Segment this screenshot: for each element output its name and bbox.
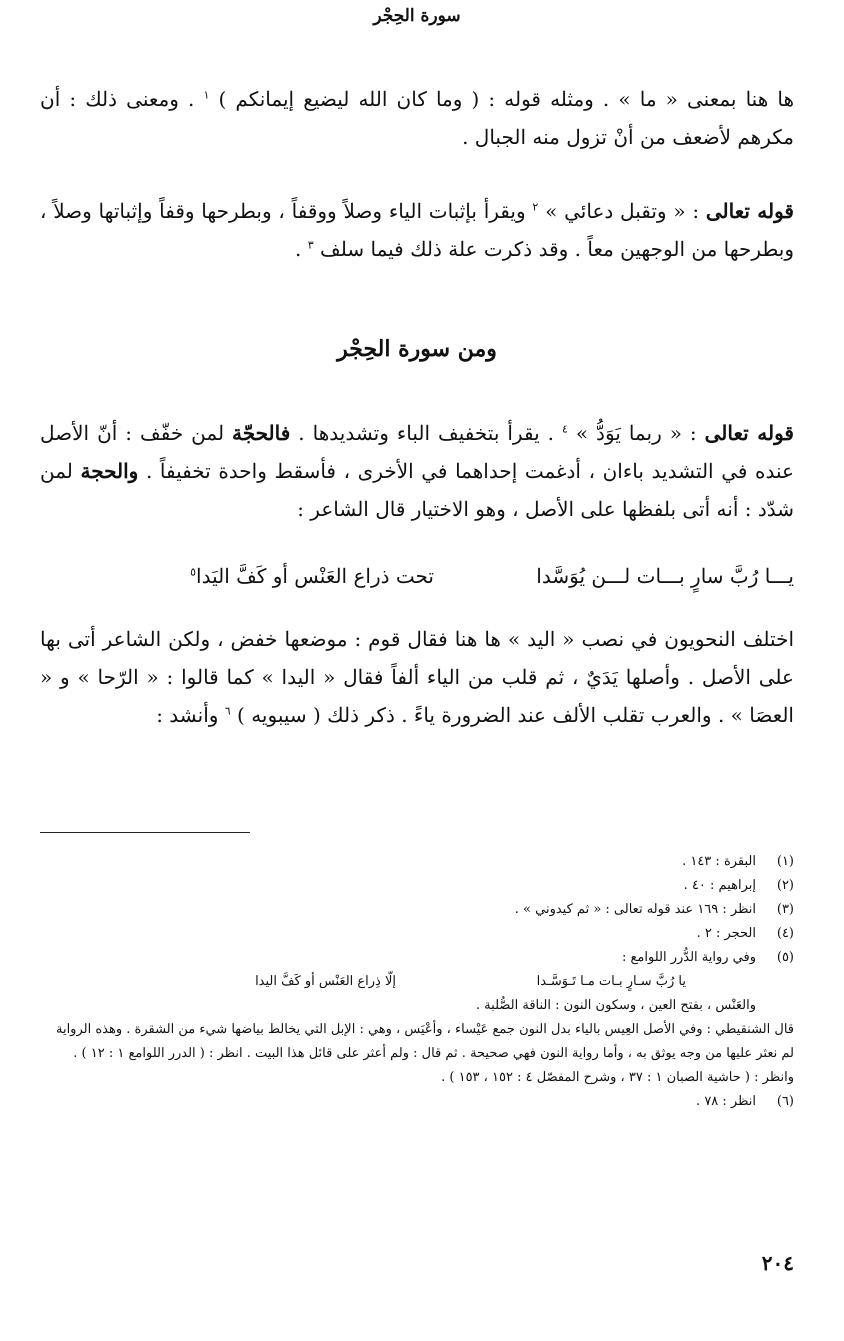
paragraph-2-end: . bbox=[295, 237, 308, 261]
section-title: ومن سورة الحِجْر bbox=[337, 336, 497, 362]
footnote-number: (٤) bbox=[776, 926, 794, 941]
paragraph-3-bold-1: فالحجّة bbox=[232, 421, 291, 445]
page-number: ٢٠٤ bbox=[761, 1251, 794, 1275]
footnote-number: (٢) bbox=[776, 878, 794, 893]
footnote-5-intro: وفي رواية الدُّرر اللوامع : bbox=[621, 950, 756, 965]
verse-hemistich-2-text: تحت ذراع العَنْس أو كَفَّ اليَدا bbox=[196, 564, 434, 588]
footnote-text: انظر : ١٦٩ عند قوله تعالى : « ثم كيدوني » . bbox=[514, 902, 756, 917]
footnote-ref-4[interactable]: ٤ bbox=[561, 422, 568, 436]
footnote-5-verse bbox=[40, 970, 756, 994]
paragraph-4-text: اختلف النحويون في نصب « اليد » ها هنا فقال قوم : موضعها خفض ، ولكن الشاعر أتى بها على الأصل . وأصلها يَدَيٌ ، ثم قلب من الياء ألفاً فقال « اليدا » كما قالوا : « الرّحا » و « العصَا » . والعرب تقلب الألف عند الضرورة ياءً . ذكر ذلك ( سيبويه ) bbox=[40, 627, 795, 727]
footnotes bbox=[40, 850, 794, 1114]
footnote-number: (١) bbox=[776, 854, 794, 869]
footnote-5-commentary: قال الشنقيطي : وفي الأصل العِيس بالياء بدل النون جمع عَيْساء ، وأعْيَس ، وهي : الإبل التي يخالط بياضها شيء من الشقرة . وهذه الرواية لم نعثر عليها من وجه يوثق به ، وأما رواية النون فهي صحيحة . ثم قال : ولم أعثر على قائل هذا البيت . انظر : ( الدرر اللوامع ١ : ١٢ ) . وانظر : ( حاشية الصبان ١ : ٣٧ ، وشرح المفصّل ٤ : ١٥٢ ، ١٥٣ ) . bbox=[55, 1022, 794, 1085]
paragraph-1-text: ها هنا بمعنى « ما » . ومثله قوله : ( وما كان الله ليضيع إيمانكم ) bbox=[209, 87, 794, 111]
paragraph-3-text-a: . يقرأ بتخفيف الباء وتشديدها . bbox=[290, 421, 562, 445]
paragraph-2-quote: : « وتقبل دعائي » bbox=[538, 199, 706, 223]
footnote-text: إبراهيم : ٤٠ . bbox=[683, 878, 756, 893]
footnote-1 bbox=[40, 850, 794, 874]
footnote-ref-3[interactable]: ٣ bbox=[307, 238, 314, 252]
footnote-separator bbox=[40, 832, 250, 833]
paragraph-1-tail: . ومعنى ذلك : أن مكرهم لأضعف من أنْ تزول منه الجبال . bbox=[40, 87, 794, 149]
footnote-ref-6[interactable]: ٦ bbox=[224, 704, 231, 718]
footnote-verse-hemistich-1: يا رُبَّ سـارٍ بـات مـا تَـوَسَّـدا bbox=[536, 974, 686, 989]
footnote-6 bbox=[40, 1090, 794, 1114]
paragraph-1 bbox=[40, 80, 794, 156]
footnote-text: الحجر : ٢ . bbox=[696, 926, 756, 941]
footnote-number: (٦) bbox=[776, 1094, 794, 1109]
footnote-3 bbox=[40, 898, 794, 922]
paragraph-3-bold-2: والحجة bbox=[80, 459, 139, 483]
footnote-2 bbox=[40, 874, 794, 898]
footnote-verse-hemistich-2: إلّا ذِراع العَنْس أو كَفَّ اليدا bbox=[255, 974, 396, 989]
footnote-5-gloss: والعَنْس ، بفتح العين ، وسكون النون : الناقة الصُّلبة . bbox=[475, 998, 756, 1013]
paragraph-2-text: ويقرأ بإثبات الياء وصلاً ووقفاً ، وبطرحها وقفاً وإثباتها وصلاً ، وبطرحها من الوجهين معاً . وقد ذكرت علة ذلك فيما سلف bbox=[40, 199, 794, 261]
footnote-ref-5[interactable]: ٥ bbox=[190, 565, 197, 579]
paragraph-3-text-c: لمن شدّد : أنه أتى بلفظها على الأصل ، وهو الاختيار قال الشاعر : bbox=[40, 459, 794, 521]
footnote-number: (٥) bbox=[776, 950, 794, 965]
paragraph-3 bbox=[40, 414, 794, 528]
running-head: سورة الحِجْر bbox=[373, 6, 461, 26]
paragraph-4 bbox=[40, 620, 794, 734]
footnote-text: انظر : ٧٨ . bbox=[696, 1094, 756, 1109]
paragraph-3-quote: : « ربما يَوَدُّ » bbox=[567, 421, 705, 445]
paragraph-3-lead: قوله تعالى bbox=[704, 421, 794, 445]
document-page bbox=[40, 0, 794, 1341]
paragraph-3-text-b: لمن خفّف : أنّ الأصل عنده في التشديد باءان ، أدغمت إحداهما في الأخرى ، فأسقط واحدة تخفيفاً . bbox=[40, 421, 794, 483]
verse-hemistich-1: يـــا رُبَّ سارٍ بـــات لـــن يُوَسَّدا bbox=[536, 564, 794, 588]
footnote-5 bbox=[40, 946, 794, 1018]
verse-hemistich-2 bbox=[190, 564, 434, 588]
paragraph-2 bbox=[40, 192, 794, 268]
footnote-text: البقرة : ١٤٣ . bbox=[682, 854, 756, 869]
poem-verse bbox=[40, 564, 794, 604]
footnote-number: (٣) bbox=[776, 902, 794, 917]
paragraph-4-tail: وأنشد : bbox=[156, 703, 225, 727]
paragraph-2-lead: قوله تعالى bbox=[705, 199, 794, 223]
footnote-ref-2[interactable]: ٢ bbox=[532, 200, 539, 214]
footnote-4 bbox=[40, 922, 794, 946]
footnote-ref-1[interactable]: ١ bbox=[203, 88, 210, 102]
